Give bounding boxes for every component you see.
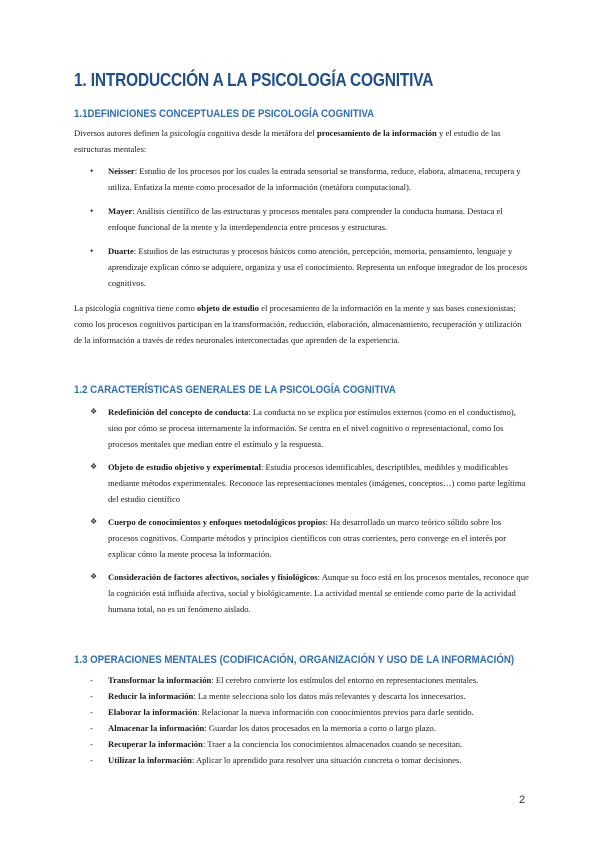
page-content (74, 70, 530, 768)
list-item: ❖ Consideración de factores afectivos, sociales y fisiológicos: Aunque su foco está en los procesos mentales, reconoce que la cognición está influida afectiva, social y biológicamente. La actividad mental se entiende como parte de la actividad humana total, no es un fenómeno aislado. (108, 569, 530, 617)
list-item: ❖ Objeto de estudio objetivo y experimental: Estudia procesos identificables, descriptibles, medibles y modificables mediante métodos experimentales. Reconoce las representaciones mentales (imágenes, conceptos…) como parte legítima del estudio científico (108, 459, 530, 507)
chapter-title: 1. INTRODUCCIÓN A LA PSICOLOGÍA COGNITIVA (74, 70, 434, 90)
list-item: - Elaborar la información: Relacionar la nueva información con conocimientos previos para darle sentido. (108, 704, 530, 720)
list-item: • Mayer: Análisis científico de las estructuras y procesos mentales para comprender la conducta humana. Destaca el enfoque funcional de la mente y la interdependencia entre procesos y estructuras. (108, 203, 530, 235)
list-item: ❖ Cuerpo de conocimientos y enfoques metodológicos propios: Ha desarrollado un marco teórico sólido sobre los procesos cognitivos. Comparte métodos y principios científicos con otras corrientes, pero converge en el interés por explicar cómo la mente procesa la información. (108, 514, 530, 562)
dash-bullet: - (90, 739, 93, 749)
section-1-title: 1.1DEFINICIONES CONCEPTUALES DE PSICOLOGÍA COGNITIVA (74, 108, 375, 120)
diamond-bullet-icon: ❖ (90, 517, 98, 526)
page-number: 2 (519, 794, 526, 806)
characteristics-list (74, 404, 530, 617)
author-list (74, 163, 530, 291)
section-2-title: 1.2 CARACTERÍSTICAS GENERALES DE LA PSICOLOGÍA COGNITIVA (74, 384, 396, 396)
list-item: - Transformar la información: El cerebro convierte los estímulos del entorno en representaciones mentales. (108, 672, 530, 688)
section-3-title: 1.3 OPERACIONES MENTALES (CODIFICACIÓN, ORGANIZACIÓN Y USO DE LA INFORMACIÓN) (74, 654, 515, 666)
list-item: - Reducir la información: La mente selecciona solo los datos más relevantes y descarta los innecesarios. (108, 688, 530, 704)
dash-bullet: - (90, 707, 93, 717)
dash-bullet: - (90, 723, 93, 733)
list-item: - Recuperar la información: Traer a la conciencia los conocimientos almacenados cuando se necesitan. (108, 736, 530, 752)
list-item: ❖ Redefinición del concepto de conducta: La conducta no se explica por estímulos externos (como en el conductismo), sino por cómo se procesa internamente la información. Se centra en el nivel cognitivo o representacional, como los procesos mentales que median entre el estímulo y la respuesta. (108, 404, 530, 452)
diamond-bullet-icon: ❖ (90, 407, 98, 416)
section-1-intro: Diversos autores definen la psicología cognitiva desde la metáfora del procesamiento de la información y el estudio de las estructuras mentales: (74, 128, 501, 154)
dash-bullet: - (90, 675, 93, 685)
section-1-closing: La psicología cognitiva tiene como objeto de estudio el procesamiento de la información en la mente y sus bases conexionistas; como los procesos cognitivos participan en la transformación, reducción, elaboración, almacenamiento, recuperación y utilización de la información a través de redes neuronales interconectadas que aprenden de la experiencia. (74, 303, 522, 345)
diamond-bullet-icon: ❖ (90, 572, 98, 581)
list-item: • Neisser: Estudio de los procesos por los cuales la entrada sensorial se transforma, reduce, elabora, almacena, recupera y utiliza. Enfatiza la mente como procesador de la información (metáfora computacional). (108, 163, 530, 195)
list-item: • Duarte: Estudios de las estructuras y procesos básicos como atención, percepción, memoria, pensamiento, lenguaje y aprendizaje explican cómo se adquiere, organiza y usa el conocimiento. Representa un enfoque integrador de los procesos cognitivos. (108, 243, 530, 291)
diamond-bullet-icon: ❖ (90, 462, 98, 471)
dash-bullet: - (90, 691, 93, 701)
list-item: - Utilizar la información: Aplicar lo aprendido para resolver una situación concreta o tomar decisiones. (108, 752, 530, 768)
operations-list (74, 672, 530, 768)
dash-bullet: - (90, 755, 93, 765)
list-item: - Almacenar la información: Guardar los datos procesados en la memoria a corto o largo plazo. (108, 720, 530, 736)
